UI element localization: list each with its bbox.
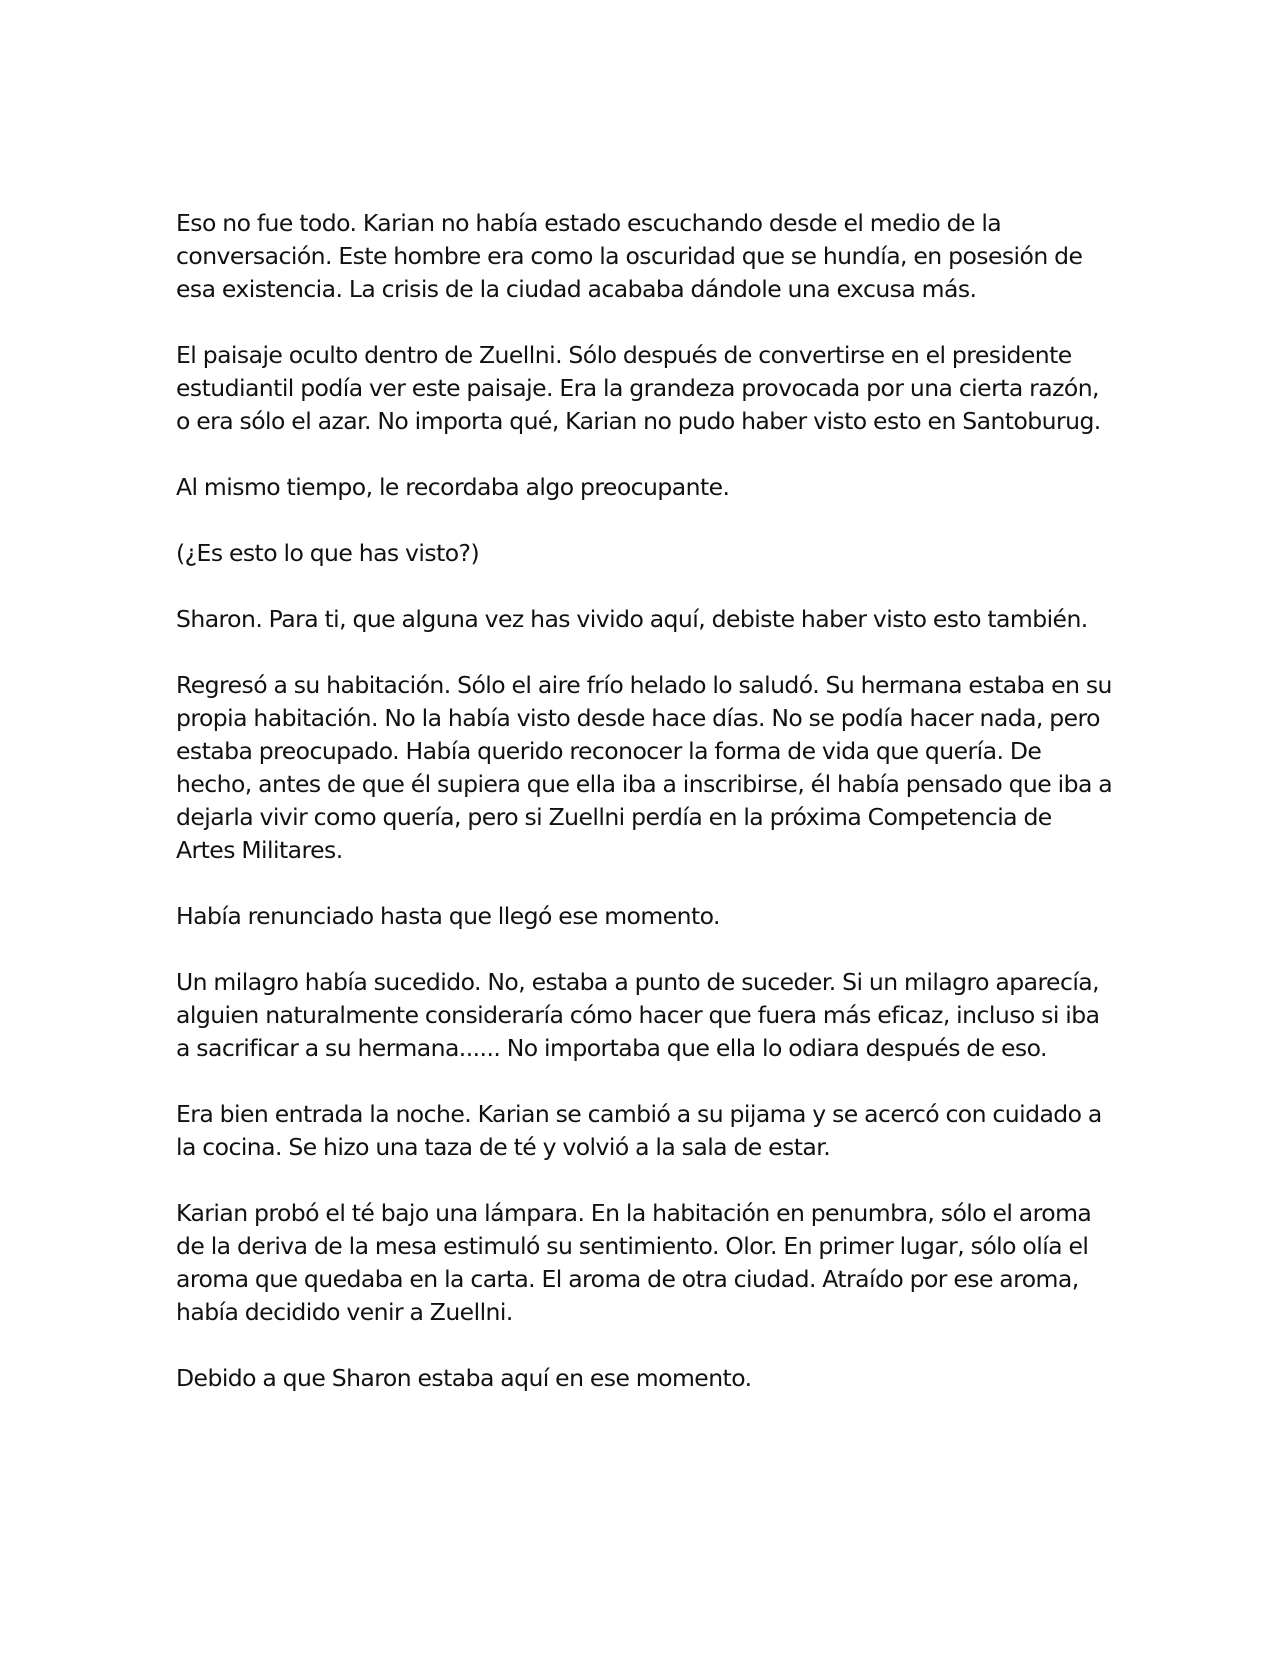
paragraph: Karian probó el té bajo una lámpara. En la habitación en penumbra, sólo el aroma de la deriva de la mesa estimuló su sentimiento. Olor. En primer lugar, sólo olía el aroma que quedaba en la carta. El aroma de otra ciudad. Atraído por ese aroma, había decidido venir a Zuellni. xyxy=(176,1199,1092,1326)
paragraph: (¿Es esto lo que has visto?) xyxy=(176,539,480,567)
paragraph: Había renunciado hasta que llegó ese momento. xyxy=(176,902,720,930)
paragraph: Debido a que Sharon estaba aquí en ese momento. xyxy=(176,1364,752,1392)
paragraph: Sharon. Para ti, que alguna vez has vivido aquí, debiste haber visto esto también. xyxy=(176,605,1088,633)
paragraph: Era bien entrada la noche. Karian se cambió a su pijama y se acercó con cuidado a la cocina. Se hizo una taza de té y volvió a la sala de estar. xyxy=(176,1100,1102,1161)
paragraph: Un milagro había sucedido. No, estaba a punto de suceder. Si un milagro aparecía, alguien naturalmente consideraría cómo hacer que fuera más eficaz, incluso si iba a sacrificar a su hermana...... No importaba que ella lo odiara después de eso. xyxy=(176,968,1100,1062)
paragraph: El paisaje oculto dentro de Zuellni. Sólo después de convertirse en el presidente estudiantil podía ver este paisaje. Era la grandeza provocada por una cierta razón, o era sólo el azar. No importa qué, Karian no pudo haber visto esto en Santoburug. xyxy=(176,341,1101,435)
document-body xyxy=(176,207,1116,1395)
paragraph: Eso no fue todo. Karian no había estado escuchando desde el medio de la conversación. Este hombre era como la oscuridad que se hundía, en posesión de esa existencia. La crisis de la ciudad acababa dándole una excusa más. xyxy=(176,209,1083,303)
paragraph: Al mismo tiempo, le recordaba algo preocupante. xyxy=(176,473,730,501)
paragraph: Regresó a su habitación. Sólo el aire frío helado lo saludó. Su hermana estaba en su propia habitación. No la había visto desde hace días. No se podía hacer nada, pero estaba preocupado. Había querido reconocer la forma de vida que quería. De hecho, antes de que él supiera que ella iba a inscribirse, él había pensado que iba a dejarla vivir como quería, pero si Zuellni perdía en la próxima Competencia de Artes Militares. xyxy=(176,671,1113,864)
